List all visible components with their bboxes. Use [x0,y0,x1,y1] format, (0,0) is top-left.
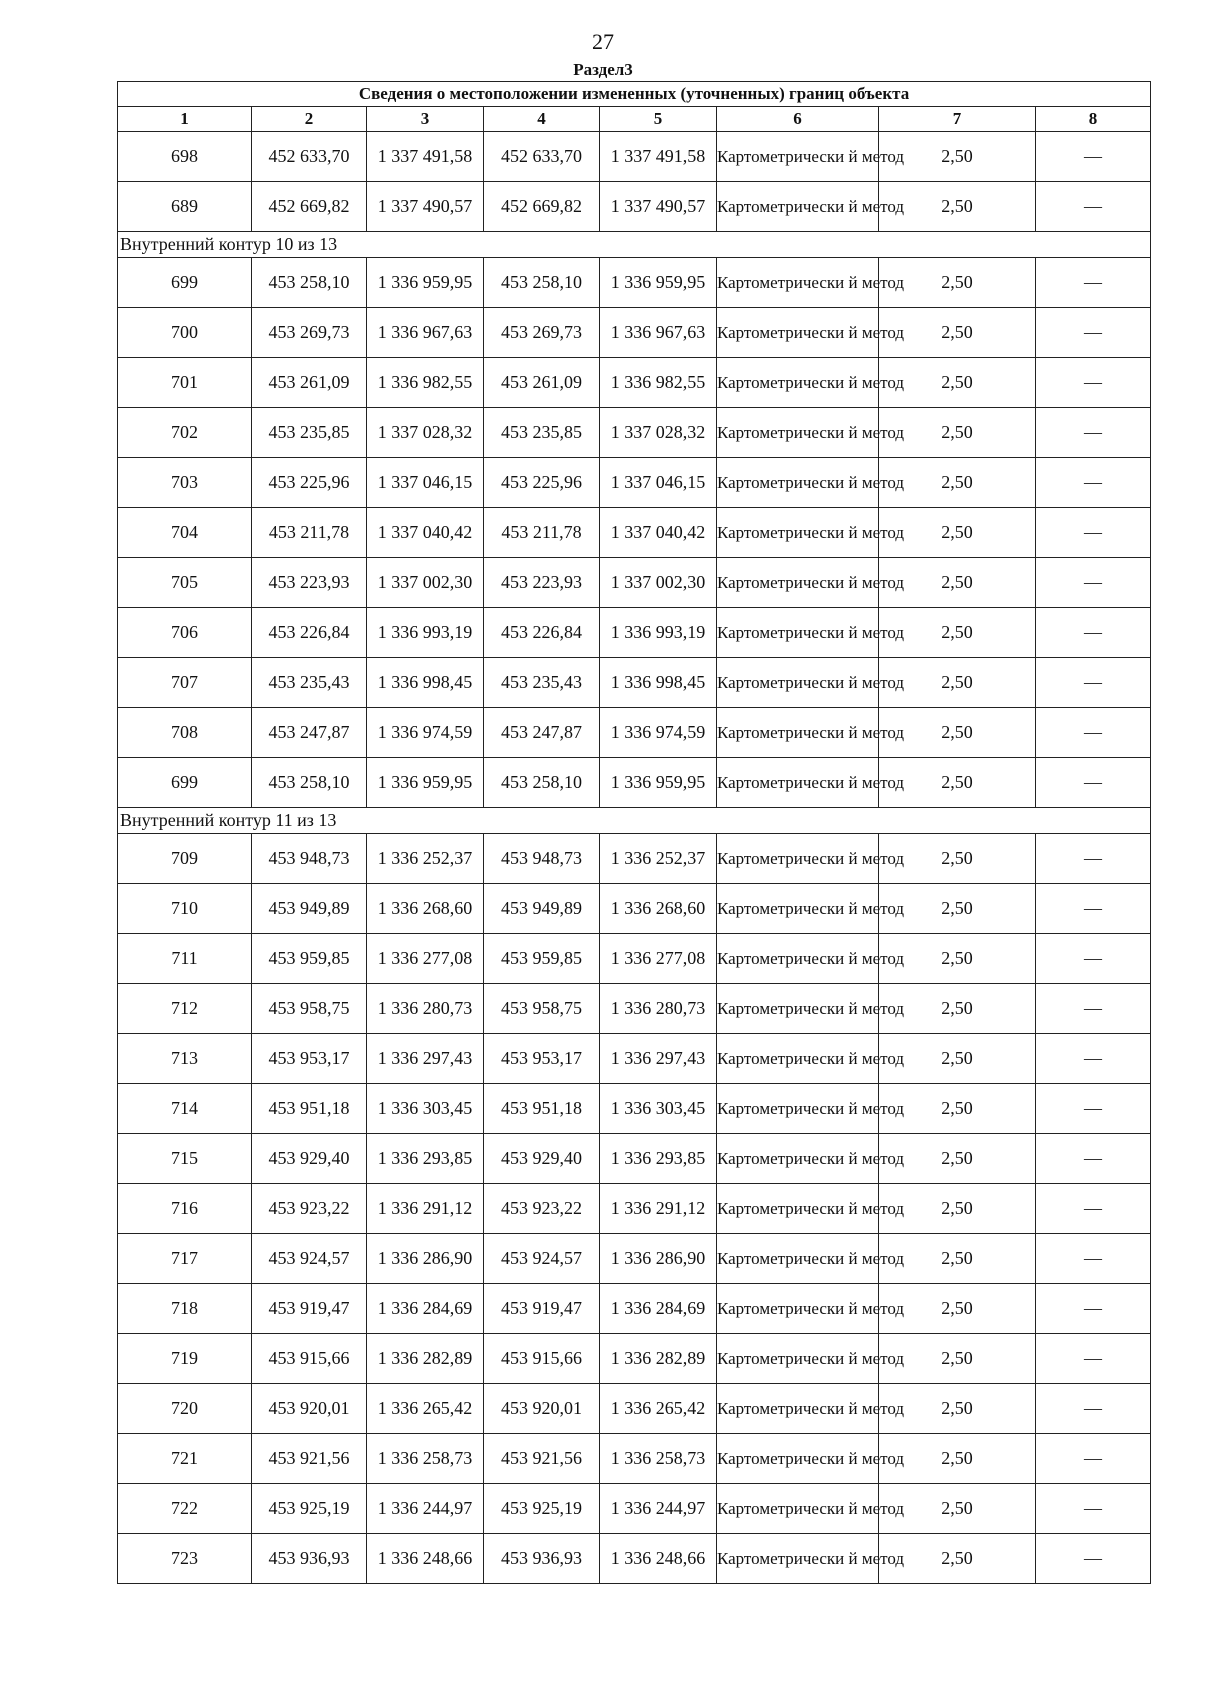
y-old-cell: 1 337 028,32 [367,408,484,458]
description-cell: — [1036,508,1151,558]
y-old-cell: 1 336 291,12 [367,1184,484,1234]
x-old-cell: 453 949,89 [252,884,367,934]
x-old-cell: 453 953,17 [252,1034,367,1084]
x-old-cell: 453 261,09 [252,358,367,408]
table-row [118,182,1151,232]
description-cell: — [1036,1484,1151,1534]
precision-cell: 2,50 [879,708,1036,758]
y-new-cell: 1 337 002,30 [600,558,717,608]
precision-cell: 2,50 [879,1534,1036,1584]
y-new-cell: 1 337 040,42 [600,508,717,558]
y-new-cell: 1 336 258,73 [600,1434,717,1484]
method-cell: Картометрически й метод [717,1084,879,1134]
x-old-cell: 453 247,87 [252,708,367,758]
x-old-cell: 453 915,66 [252,1334,367,1384]
y-old-cell: 1 337 490,57 [367,182,484,232]
method-cell: Картометрически й метод [717,1234,879,1284]
y-new-cell: 1 336 248,66 [600,1534,717,1584]
table-row [118,1234,1151,1284]
x-old-cell: 453 258,10 [252,258,367,308]
description-cell: — [1036,308,1151,358]
method-cell: Картометрически й метод [717,1384,879,1434]
point-number-cell: 715 [118,1134,252,1184]
x-old-cell: 453 948,73 [252,834,367,884]
table-row [118,258,1151,308]
point-number-cell: 706 [118,608,252,658]
x-old-cell: 453 920,01 [252,1384,367,1434]
description-cell: — [1036,658,1151,708]
x-new-cell: 453 211,78 [484,508,600,558]
precision-cell: 2,50 [879,1484,1036,1534]
x-new-cell: 453 953,17 [484,1034,600,1084]
y-new-cell: 1 337 028,32 [600,408,717,458]
table-row [118,1334,1151,1384]
y-new-cell: 1 336 982,55 [600,358,717,408]
x-new-cell: 453 929,40 [484,1134,600,1184]
method-cell: Картометрически й метод [717,1334,879,1384]
x-old-cell: 453 958,75 [252,984,367,1034]
method-cell: Картометрически й метод [717,132,879,182]
column-number-row [118,107,1151,132]
method-cell: Картометрически й метод [717,408,879,458]
x-old-cell: 453 223,93 [252,558,367,608]
precision-cell: 2,50 [879,132,1036,182]
description-cell: — [1036,1434,1151,1484]
point-number-cell: 716 [118,1184,252,1234]
precision-cell: 2,50 [879,1334,1036,1384]
y-old-cell: 1 336 967,63 [367,308,484,358]
table-row [118,408,1151,458]
description-cell: — [1036,758,1151,808]
x-new-cell: 452 633,70 [484,132,600,182]
method-cell: Картометрически й метод [717,1034,879,1084]
y-old-cell: 1 336 282,89 [367,1334,484,1384]
x-new-cell: 453 951,18 [484,1084,600,1134]
point-number-cell: 700 [118,308,252,358]
table-row [118,308,1151,358]
boundary-coordinates-table [117,81,1151,1584]
description-cell: — [1036,934,1151,984]
y-old-cell: 1 336 248,66 [367,1534,484,1584]
point-number-cell: 689 [118,182,252,232]
precision-cell: 2,50 [879,934,1036,984]
table-caption: Сведения о местоположении измененных (уточненных) границ объекта [118,82,1151,107]
precision-cell: 2,50 [879,1134,1036,1184]
x-new-cell: 453 235,85 [484,408,600,458]
x-new-cell: 453 920,01 [484,1384,600,1434]
y-old-cell: 1 336 277,08 [367,934,484,984]
method-cell: Картометрически й метод [717,1134,879,1184]
point-number-cell: 703 [118,458,252,508]
point-number-cell: 701 [118,358,252,408]
point-number-cell: 721 [118,1434,252,1484]
x-new-cell: 453 225,96 [484,458,600,508]
x-new-cell: 453 258,10 [484,758,600,808]
y-new-cell: 1 336 959,95 [600,758,717,808]
y-new-cell: 1 336 282,89 [600,1334,717,1384]
x-old-cell: 453 269,73 [252,308,367,358]
point-number-cell: 709 [118,834,252,884]
y-new-cell: 1 336 286,90 [600,1234,717,1284]
table-row [118,1034,1151,1084]
table-row [118,658,1151,708]
y-old-cell: 1 336 993,19 [367,608,484,658]
contour-header-row [118,808,1151,834]
table-row [118,758,1151,808]
point-number-cell: 704 [118,508,252,558]
column-number: 8 [1036,107,1151,132]
description-cell: — [1036,458,1151,508]
table-row [118,358,1151,408]
y-old-cell: 1 337 046,15 [367,458,484,508]
y-new-cell: 1 336 998,45 [600,658,717,708]
x-old-cell: 453 936,93 [252,1534,367,1584]
description-cell: — [1036,1134,1151,1184]
y-new-cell: 1 336 244,97 [600,1484,717,1534]
point-number-cell: 702 [118,408,252,458]
x-old-cell: 453 258,10 [252,758,367,808]
precision-cell: 2,50 [879,608,1036,658]
description-cell: — [1036,1084,1151,1134]
point-number-cell: 717 [118,1234,252,1284]
y-new-cell: 1 336 280,73 [600,984,717,1034]
point-number-cell: 698 [118,132,252,182]
x-new-cell: 453 925,19 [484,1484,600,1534]
table-row [118,1284,1151,1334]
y-old-cell: 1 336 297,43 [367,1034,484,1084]
y-new-cell: 1 336 297,43 [600,1034,717,1084]
x-new-cell: 452 669,82 [484,182,600,232]
x-old-cell: 453 235,43 [252,658,367,708]
y-new-cell: 1 336 993,19 [600,608,717,658]
table-row [118,1084,1151,1134]
y-new-cell: 1 336 268,60 [600,884,717,934]
x-old-cell: 453 235,85 [252,408,367,458]
y-new-cell: 1 336 967,63 [600,308,717,358]
point-number-cell: 718 [118,1284,252,1334]
y-new-cell: 1 336 303,45 [600,1084,717,1134]
y-old-cell: 1 336 252,37 [367,834,484,884]
column-number: 5 [600,107,717,132]
section-title: Раздел3 [573,60,633,79]
page-number: 27 [592,29,614,54]
method-cell: Картометрически й метод [717,182,879,232]
method-cell: Картометрически й метод [717,1534,879,1584]
point-number-cell: 720 [118,1384,252,1434]
precision-cell: 2,50 [879,1084,1036,1134]
x-new-cell: 453 959,85 [484,934,600,984]
description-cell: — [1036,708,1151,758]
description-cell: — [1036,132,1151,182]
x-old-cell: 453 925,19 [252,1484,367,1534]
table-row [118,458,1151,508]
y-old-cell: 1 336 982,55 [367,358,484,408]
precision-cell: 2,50 [879,358,1036,408]
point-number-cell: 711 [118,934,252,984]
method-cell: Картометрически й метод [717,558,879,608]
y-new-cell: 1 336 277,08 [600,934,717,984]
x-old-cell: 452 669,82 [252,182,367,232]
x-new-cell: 453 936,93 [484,1534,600,1584]
method-cell: Картометрически й метод [717,834,879,884]
description-cell: — [1036,358,1151,408]
x-old-cell: 453 225,96 [252,458,367,508]
y-old-cell: 1 336 258,73 [367,1434,484,1484]
precision-cell: 2,50 [879,308,1036,358]
method-cell: Картометрически й метод [717,934,879,984]
x-new-cell: 453 958,75 [484,984,600,1034]
method-cell: Картометрически й метод [717,358,879,408]
x-new-cell: 453 247,87 [484,708,600,758]
x-new-cell: 453 921,56 [484,1434,600,1484]
x-old-cell: 453 921,56 [252,1434,367,1484]
x-new-cell: 453 269,73 [484,308,600,358]
precision-cell: 2,50 [879,834,1036,884]
x-old-cell: 453 919,47 [252,1284,367,1334]
y-old-cell: 1 337 040,42 [367,508,484,558]
table-caption-row [118,82,1151,107]
description-cell: — [1036,1534,1151,1584]
y-new-cell: 1 336 959,95 [600,258,717,308]
y-old-cell: 1 336 293,85 [367,1134,484,1184]
description-cell: — [1036,834,1151,884]
x-new-cell: 453 261,09 [484,358,600,408]
description-cell: — [1036,1184,1151,1234]
precision-cell: 2,50 [879,458,1036,508]
y-new-cell: 1 336 265,42 [600,1384,717,1434]
description-cell: — [1036,1384,1151,1434]
x-old-cell: 453 951,18 [252,1084,367,1134]
x-old-cell: 453 226,84 [252,608,367,658]
x-new-cell: 453 235,43 [484,658,600,708]
column-number: 4 [484,107,600,132]
point-number-cell: 719 [118,1334,252,1384]
precision-cell: 2,50 [879,1434,1036,1484]
description-cell: — [1036,182,1151,232]
y-old-cell: 1 336 959,95 [367,258,484,308]
precision-cell: 2,50 [879,884,1036,934]
method-cell: Картометрически й метод [717,1284,879,1334]
column-number: 2 [252,107,367,132]
y-new-cell: 1 336 284,69 [600,1284,717,1334]
description-cell: — [1036,558,1151,608]
point-number-cell: 699 [118,758,252,808]
y-old-cell: 1 336 244,97 [367,1484,484,1534]
table-row [118,1484,1151,1534]
y-old-cell: 1 336 268,60 [367,884,484,934]
y-old-cell: 1 337 002,30 [367,558,484,608]
x-new-cell: 453 223,93 [484,558,600,608]
table-row [118,1534,1151,1584]
precision-cell: 2,50 [879,1384,1036,1434]
y-new-cell: 1 336 974,59 [600,708,717,758]
x-old-cell: 452 633,70 [252,132,367,182]
method-cell: Картометрически й метод [717,308,879,358]
contour-header-row [118,232,1151,258]
table-row [118,558,1151,608]
y-new-cell: 1 336 252,37 [600,834,717,884]
description-cell: — [1036,1284,1151,1334]
point-number-cell: 713 [118,1034,252,1084]
precision-cell: 2,50 [879,758,1036,808]
x-new-cell: 453 948,73 [484,834,600,884]
table-row [118,132,1151,182]
table-row [118,984,1151,1034]
x-old-cell: 453 929,40 [252,1134,367,1184]
column-number: 6 [717,107,879,132]
description-cell: — [1036,884,1151,934]
x-old-cell: 453 923,22 [252,1184,367,1234]
y-new-cell: 1 336 291,12 [600,1184,717,1234]
description-cell: — [1036,258,1151,308]
y-old-cell: 1 336 303,45 [367,1084,484,1134]
y-old-cell: 1 336 265,42 [367,1384,484,1434]
x-new-cell: 453 258,10 [484,258,600,308]
precision-cell: 2,50 [879,508,1036,558]
point-number-cell: 708 [118,708,252,758]
table-row [118,1434,1151,1484]
description-cell: — [1036,408,1151,458]
table-row [118,884,1151,934]
method-cell: Картометрически й метод [717,984,879,1034]
point-number-cell: 712 [118,984,252,1034]
table-row [118,1184,1151,1234]
point-number-cell: 714 [118,1084,252,1134]
point-number-cell: 699 [118,258,252,308]
precision-cell: 2,50 [879,558,1036,608]
x-new-cell: 453 923,22 [484,1184,600,1234]
table-row [118,708,1151,758]
precision-cell: 2,50 [879,258,1036,308]
table-row [118,1384,1151,1434]
point-number-cell: 705 [118,558,252,608]
method-cell: Картометрически й метод [717,708,879,758]
method-cell: Картометрически й метод [717,508,879,558]
precision-cell: 2,50 [879,1184,1036,1234]
table-row [118,508,1151,558]
point-number-cell: 707 [118,658,252,708]
table-row [118,608,1151,658]
y-old-cell: 1 336 998,45 [367,658,484,708]
precision-cell: 2,50 [879,408,1036,458]
x-new-cell: 453 915,66 [484,1334,600,1384]
y-old-cell: 1 337 491,58 [367,132,484,182]
column-number: 3 [367,107,484,132]
table-row [118,934,1151,984]
x-new-cell: 453 924,57 [484,1234,600,1284]
x-old-cell: 453 211,78 [252,508,367,558]
y-old-cell: 1 336 959,95 [367,758,484,808]
precision-cell: 2,50 [879,1284,1036,1334]
description-cell: — [1036,608,1151,658]
x-old-cell: 453 959,85 [252,934,367,984]
contour-label: Внутренний контур 10 из 13 [118,232,1151,258]
x-new-cell: 453 919,47 [484,1284,600,1334]
method-cell: Картометрически й метод [717,458,879,508]
point-number-cell: 723 [118,1534,252,1584]
method-cell: Картометрически й метод [717,658,879,708]
y-new-cell: 1 336 293,85 [600,1134,717,1184]
point-number-cell: 710 [118,884,252,934]
table-row [118,1134,1151,1184]
method-cell: Картометрически й метод [717,1484,879,1534]
contour-label: Внутренний контур 11 из 13 [118,808,1151,834]
y-old-cell: 1 336 286,90 [367,1234,484,1284]
precision-cell: 2,50 [879,984,1036,1034]
description-cell: — [1036,1234,1151,1284]
description-cell: — [1036,984,1151,1034]
method-cell: Картометрически й метод [717,1434,879,1484]
precision-cell: 2,50 [879,658,1036,708]
column-number: 7 [879,107,1036,132]
point-number-cell: 722 [118,1484,252,1534]
method-cell: Картометрически й метод [717,258,879,308]
y-old-cell: 1 336 284,69 [367,1284,484,1334]
column-number: 1 [118,107,252,132]
x-old-cell: 453 924,57 [252,1234,367,1284]
method-cell: Картометрически й метод [717,758,879,808]
precision-cell: 2,50 [879,182,1036,232]
x-new-cell: 453 226,84 [484,608,600,658]
method-cell: Картометрически й метод [717,884,879,934]
y-old-cell: 1 336 280,73 [367,984,484,1034]
table-body [118,132,1151,1584]
y-new-cell: 1 337 046,15 [600,458,717,508]
y-new-cell: 1 337 490,57 [600,182,717,232]
y-new-cell: 1 337 491,58 [600,132,717,182]
precision-cell: 2,50 [879,1234,1036,1284]
table-row [118,834,1151,884]
x-new-cell: 453 949,89 [484,884,600,934]
description-cell: — [1036,1034,1151,1084]
method-cell: Картометрически й метод [717,1184,879,1234]
precision-cell: 2,50 [879,1034,1036,1084]
method-cell: Картометрически й метод [717,608,879,658]
description-cell: — [1036,1334,1151,1384]
y-old-cell: 1 336 974,59 [367,708,484,758]
